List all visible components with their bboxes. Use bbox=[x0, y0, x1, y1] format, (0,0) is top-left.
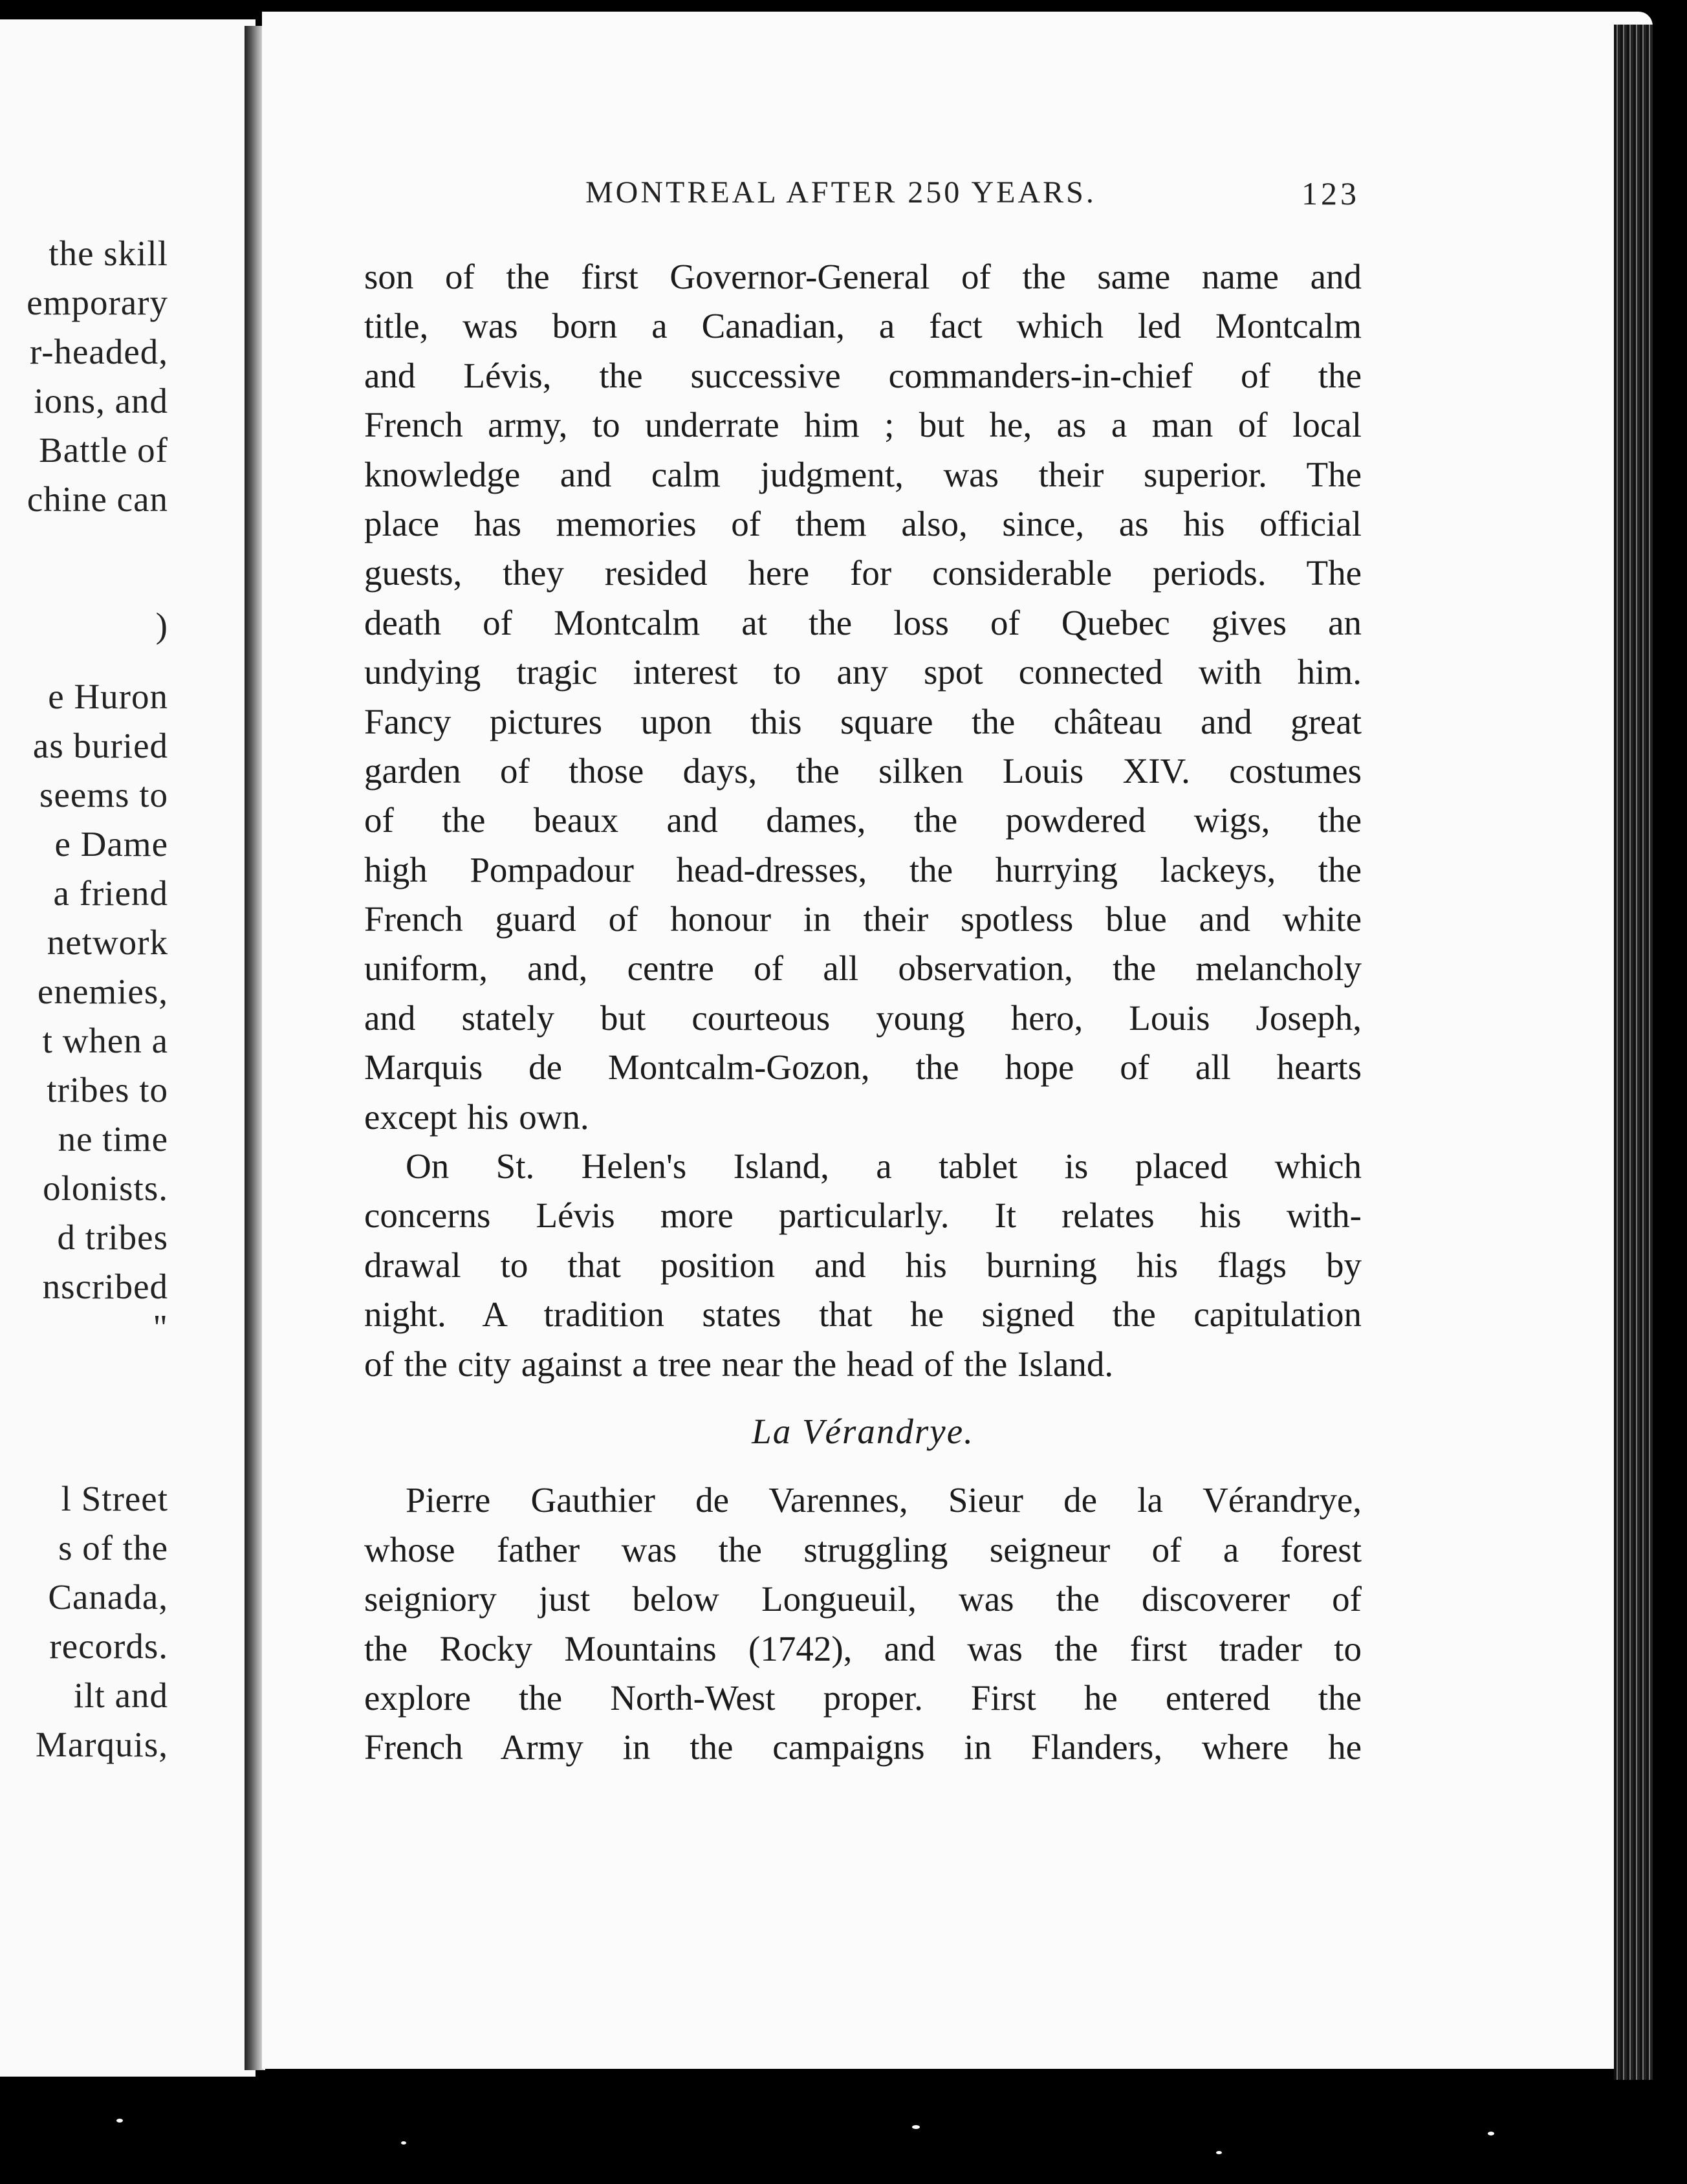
text-line: title, was born a Canadian, a fact which led Montcalm bbox=[364, 306, 1362, 346]
text-line: Fancy pictures upon this square the château and great bbox=[364, 701, 1362, 741]
text-line: and Lévis, the successive commanders-in-chief of the bbox=[364, 355, 1362, 395]
left-page-line: t when a bbox=[42, 1021, 168, 1060]
scan-border bbox=[0, 2080, 1687, 2184]
text-line: French guard of honour in their spotless blue and white bbox=[364, 899, 1362, 939]
left-page-line: e Dame bbox=[54, 824, 168, 864]
text-line: whose father was the struggling seigneur of a forest bbox=[364, 1529, 1362, 1569]
left-page-line: nscribed bbox=[42, 1267, 168, 1306]
left-page-line: chine can bbox=[27, 479, 168, 519]
left-page-line: Battle of bbox=[39, 430, 168, 470]
text-line: of the city against a tree near the head of the Island. bbox=[364, 1344, 1114, 1384]
page-edge bbox=[1614, 25, 1653, 2121]
left-page-line: emporary bbox=[27, 283, 168, 322]
body-text bbox=[364, 252, 1362, 1773]
left-page-line: as buried bbox=[32, 726, 168, 765]
running-head: MONTREAL AFTER 250 YEARS. bbox=[585, 175, 1096, 210]
text-line: the Rocky Mountains (1742), and was the first trader to bbox=[364, 1628, 1362, 1668]
left-page-line: enemies, bbox=[38, 972, 168, 1011]
text-line: high Pompadour head-dresses, the hurrying lackeys, the bbox=[364, 849, 1362, 890]
left-page-line: Marquis, bbox=[35, 1725, 168, 1764]
section-title: La Vérandrye. bbox=[752, 1411, 974, 1451]
text-line: drawal to that position and his burning his flags by bbox=[364, 1245, 1362, 1285]
text-line: garden of those days, the silken Louis XIV. costumes bbox=[364, 750, 1362, 791]
left-page-line: tribes to bbox=[47, 1070, 168, 1109]
left-page-line: records. bbox=[49, 1626, 168, 1666]
text-line: night. A tradition states that he signed the capitulation bbox=[364, 1294, 1362, 1335]
left-page-line: ilt and bbox=[73, 1676, 168, 1715]
page-number: 123 bbox=[1301, 175, 1360, 212]
text-line: guests, they resided here for considerable periods. The bbox=[364, 553, 1362, 593]
left-page-line: " bbox=[153, 1307, 168, 1347]
scan-fleck bbox=[912, 2125, 920, 2129]
left-page-line: olonists. bbox=[43, 1168, 168, 1208]
text-line: uniform, and, centre of all observation, the melancholy bbox=[364, 948, 1362, 988]
text-line: except his own. bbox=[364, 1097, 589, 1137]
left-facing-page bbox=[0, 19, 256, 2077]
left-page-line: ions, and bbox=[34, 381, 168, 420]
text-line: undying tragic interest to any spot connected with him. bbox=[364, 652, 1362, 692]
text-line: seigniory just below Longueuil, was the discoverer of bbox=[364, 1579, 1362, 1619]
left-page-line: seems to bbox=[39, 775, 168, 814]
text-line: death of Montcalm at the loss of Quebec gives an bbox=[364, 602, 1362, 642]
scan-fleck bbox=[116, 2119, 123, 2123]
text-line: explore the North-West proper. First he entered the bbox=[364, 1677, 1362, 1718]
left-page-line: e Huron bbox=[48, 677, 168, 716]
paragraph bbox=[364, 1476, 1362, 1772]
text-line: concerns Lévis more particularly. It relates his with- bbox=[364, 1196, 1362, 1236]
left-page-line: network bbox=[47, 923, 168, 962]
left-page-line: r-headed, bbox=[29, 332, 168, 371]
text-line: knowledge and calm judgment, was their superior. The bbox=[364, 454, 1362, 494]
left-page-line: l Street bbox=[61, 1479, 168, 1518]
scan-fleck bbox=[1488, 2132, 1494, 2135]
text-line: and stately but courteous young hero, Louis Joseph, bbox=[364, 998, 1362, 1038]
left-page-line: ne time bbox=[58, 1119, 168, 1159]
scan-fleck bbox=[1216, 2151, 1222, 2154]
left-page-line: ) bbox=[155, 606, 168, 645]
text-line: of the beaux and dames, the powdered wigs, the bbox=[364, 800, 1362, 840]
text-line: On St. Helen's Island, a tablet is placed which bbox=[406, 1146, 1362, 1186]
paragraph bbox=[364, 1142, 1362, 1389]
text-line: French Army in the campaigns in Flanders, where he bbox=[364, 1727, 1362, 1767]
left-page-line: a friend bbox=[53, 873, 168, 913]
text-line: place has memories of them also, since, as his official bbox=[364, 503, 1362, 543]
scan-fleck bbox=[401, 2141, 406, 2145]
left-page-line: Canada, bbox=[48, 1577, 168, 1617]
left-page-line: s of the bbox=[58, 1528, 168, 1567]
text-line: Marquis de Montcalm-Gozon, the hope of all hearts bbox=[364, 1047, 1362, 1087]
text-line: Pierre Gauthier de Varennes, Sieur de la Vérandrye, bbox=[406, 1480, 1362, 1520]
text-line: son of the first Governor-General of the same name and bbox=[364, 257, 1362, 296]
left-page-line: the skill bbox=[49, 234, 168, 273]
left-page-line: d tribes bbox=[57, 1218, 168, 1257]
paragraph bbox=[364, 252, 1362, 1142]
text-line: French army, to underrate him ; but he, as a man of local bbox=[364, 405, 1362, 445]
